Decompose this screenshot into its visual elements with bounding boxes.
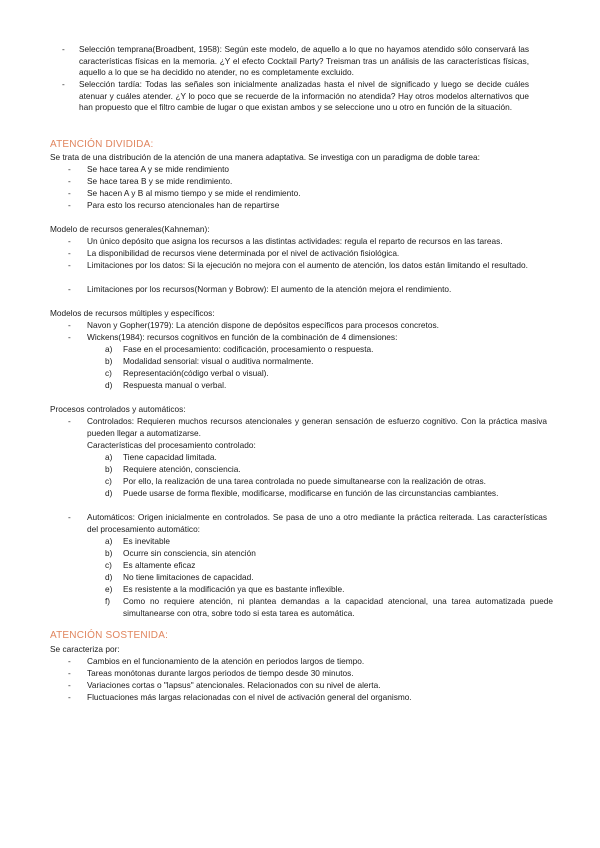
sustained-bullet: Tareas monótonas durante largos periodos de tiempo desde 30 minutos. [87, 668, 354, 678]
multiple-bullet: Navon y Gopher(1979): La atención dispone de depósitos específicos para procesos concretos. [87, 320, 439, 330]
list-letter: b) [105, 464, 113, 474]
automatic-item: Es inevitable [123, 536, 171, 546]
automatic-item: No tiene limitaciones de capacidad. [123, 572, 254, 582]
section-heading-sustained: ATENCIÓN SOSTENIDA: [50, 630, 169, 641]
divided-intro: Se trata de una distribución de la atención de una manera adaptativa. Se investiga con un paradigma de doble tarea: [50, 152, 480, 162]
bullet-early-selection: Selección temprana(Broadbent, 1958): Según este modelo, de aquello a lo que no hayamos atendido sólo conservará las características físicas en la memoria. ¿Y el efecto Cocktail Party? Treisman tras un análisis de las características físicas, aquello a lo que se ha decidido no atender, no es completamente excluido. [79, 44, 529, 77]
list-letter: d) [105, 572, 113, 582]
general-resources-title: Modelo de recursos generales(Kahneman): [50, 224, 210, 234]
list-letter: a) [105, 452, 113, 462]
list-letter: c) [105, 476, 112, 486]
bullet-dash: - [68, 332, 71, 342]
bullet-dash: - [68, 164, 71, 174]
divided-bullet: Se hacen A y B al mismo tiempo y se mide el rendimiento. [87, 188, 301, 198]
wickens-item: Modalidad sensorial: visual o auditiva normalmente. [123, 356, 314, 366]
bullet-dash: - [68, 284, 71, 294]
processes-title: Procesos controlados y automáticos: [50, 404, 186, 414]
controlled-item: Puede usarse de forma flexible, modificarse, modificarse en función de las circunstancias cambiantes. [123, 488, 499, 498]
divided-bullet: Para esto los recurso atencionales han de repartirse [87, 200, 280, 210]
sustained-bullet: Cambios en el funcionamiento de la atención en periodos largos de tiempo. [87, 656, 365, 666]
bullet-dash: - [68, 236, 71, 246]
bullet-dash: - [68, 692, 71, 702]
list-letter: a) [105, 536, 113, 546]
sustained-bullet: Variaciones cortas o "lapsus" atencionales. Relacionados con su nivel de alerta. [87, 680, 381, 690]
multiple-resources-title: Modelos de recursos múltiples y específicos: [50, 308, 215, 318]
general-bullet: La disponibilidad de recursos viene determinada por el nivel de activación fisiológica. [87, 248, 400, 258]
bullet-dash: - [68, 260, 71, 270]
sustained-intro: Se caracteriza por: [50, 644, 120, 654]
bullet-dash: - [68, 656, 71, 666]
list-letter: c) [105, 560, 112, 570]
section-heading-divided: ATENCIÓN DIVIDIDA: [50, 139, 154, 150]
bullet-dash: - [68, 680, 71, 690]
automatic-text: Automáticos: Origen inicialmente en controlados. Se pasa de uno a otro mediante la práctica reiterada. Las características del procesamiento automático: [87, 512, 547, 534]
list-letter: c) [105, 368, 112, 378]
list-letter: a) [105, 344, 113, 354]
list-letter: d) [105, 488, 113, 498]
controlled-item: Tiene capacidad limitada. [123, 452, 217, 462]
bullet-late-selection: Selección tardía: Todas las señales son inicialmente analizadas hasta el nivel de significado y luego se decide cuáles atenuar y cuáles atender. ¿Y lo poco que se recuerde de la información no atendida? Hay otros modelos alternativos que han propuesto que el filtro cambie de lugar o que existan ambos y se seleccione uno u otro en función de la situación. [79, 79, 529, 112]
list-letter: e) [105, 584, 113, 594]
controlled-item: Por ello, la realización de una tarea controlada no puede simultanearse con la realización de otras. [123, 476, 486, 486]
controlled-item: Requiere atención, consciencia. [123, 464, 241, 474]
automatic-item: Como no requiere atención, ni plantea demandas a la capacidad atencional, una tarea automatizada puede simultanearse con otra, sobre todo si esta tarea es automática. [123, 596, 553, 618]
list-letter: f) [105, 596, 111, 606]
divided-bullet: Se hace tarea B y se mide rendimiento. [87, 176, 233, 186]
bullet-dash: - [68, 416, 71, 426]
wickens-item: Representación(código verbal o visual). [123, 368, 269, 378]
sustained-bullet: Fluctuaciones más largas relacionadas con el nivel de activación general del organismo. [87, 692, 412, 702]
divided-bullet: Se hace tarea A y se mide rendimiento [87, 164, 230, 174]
automatic-item: Ocurre sin consciencia, sin atención [123, 548, 256, 558]
general-bullet: Limitaciones por los datos: Si la ejecución no mejora con el aumento de atención, los datos están limitando el resultado. [87, 260, 528, 270]
list-letter: b) [105, 356, 113, 366]
general-bullet: Limitaciones por los recursos(Norman y Bobrow): El aumento de la atención mejora el rendimiento. [87, 284, 452, 294]
bullet-dash: - [68, 512, 71, 522]
multiple-bullet: Wickens(1984): recursos cognitivos en función de la combinación de 4 dimensiones: [87, 332, 398, 342]
bullet-dash: - [62, 44, 65, 54]
bullet-dash: - [68, 176, 71, 186]
wickens-item: Respuesta manual o verbal. [123, 380, 227, 390]
bullet-dash: - [68, 320, 71, 330]
list-letter: b) [105, 548, 113, 558]
wickens-item: Fase en el procesamiento: codificación, procesamiento o respuesta. [123, 344, 374, 354]
bullet-dash: - [62, 79, 65, 89]
bullet-dash: - [68, 668, 71, 678]
general-bullet: Un único depósito que asigna los recursos a las distintas actividades: regula el reparto de recursos en las tareas. [87, 236, 503, 246]
bullet-dash: - [68, 200, 71, 210]
automatic-item: Es resistente a la modificación ya que es bastante inflexible. [123, 584, 345, 594]
automatic-item: Es altamente eficaz [123, 560, 196, 570]
bullet-dash: - [68, 248, 71, 258]
list-letter: d) [105, 380, 113, 390]
bullet-dash: - [68, 188, 71, 198]
controlled-subtitle: Características del procesamiento controlado: [87, 440, 256, 450]
controlled-text: Controlados: Requieren muchos recursos atencionales y generan sensación de esfuerzo cognitivo. Con la práctica masiva pueden llegar a automatizarse. [87, 416, 547, 438]
